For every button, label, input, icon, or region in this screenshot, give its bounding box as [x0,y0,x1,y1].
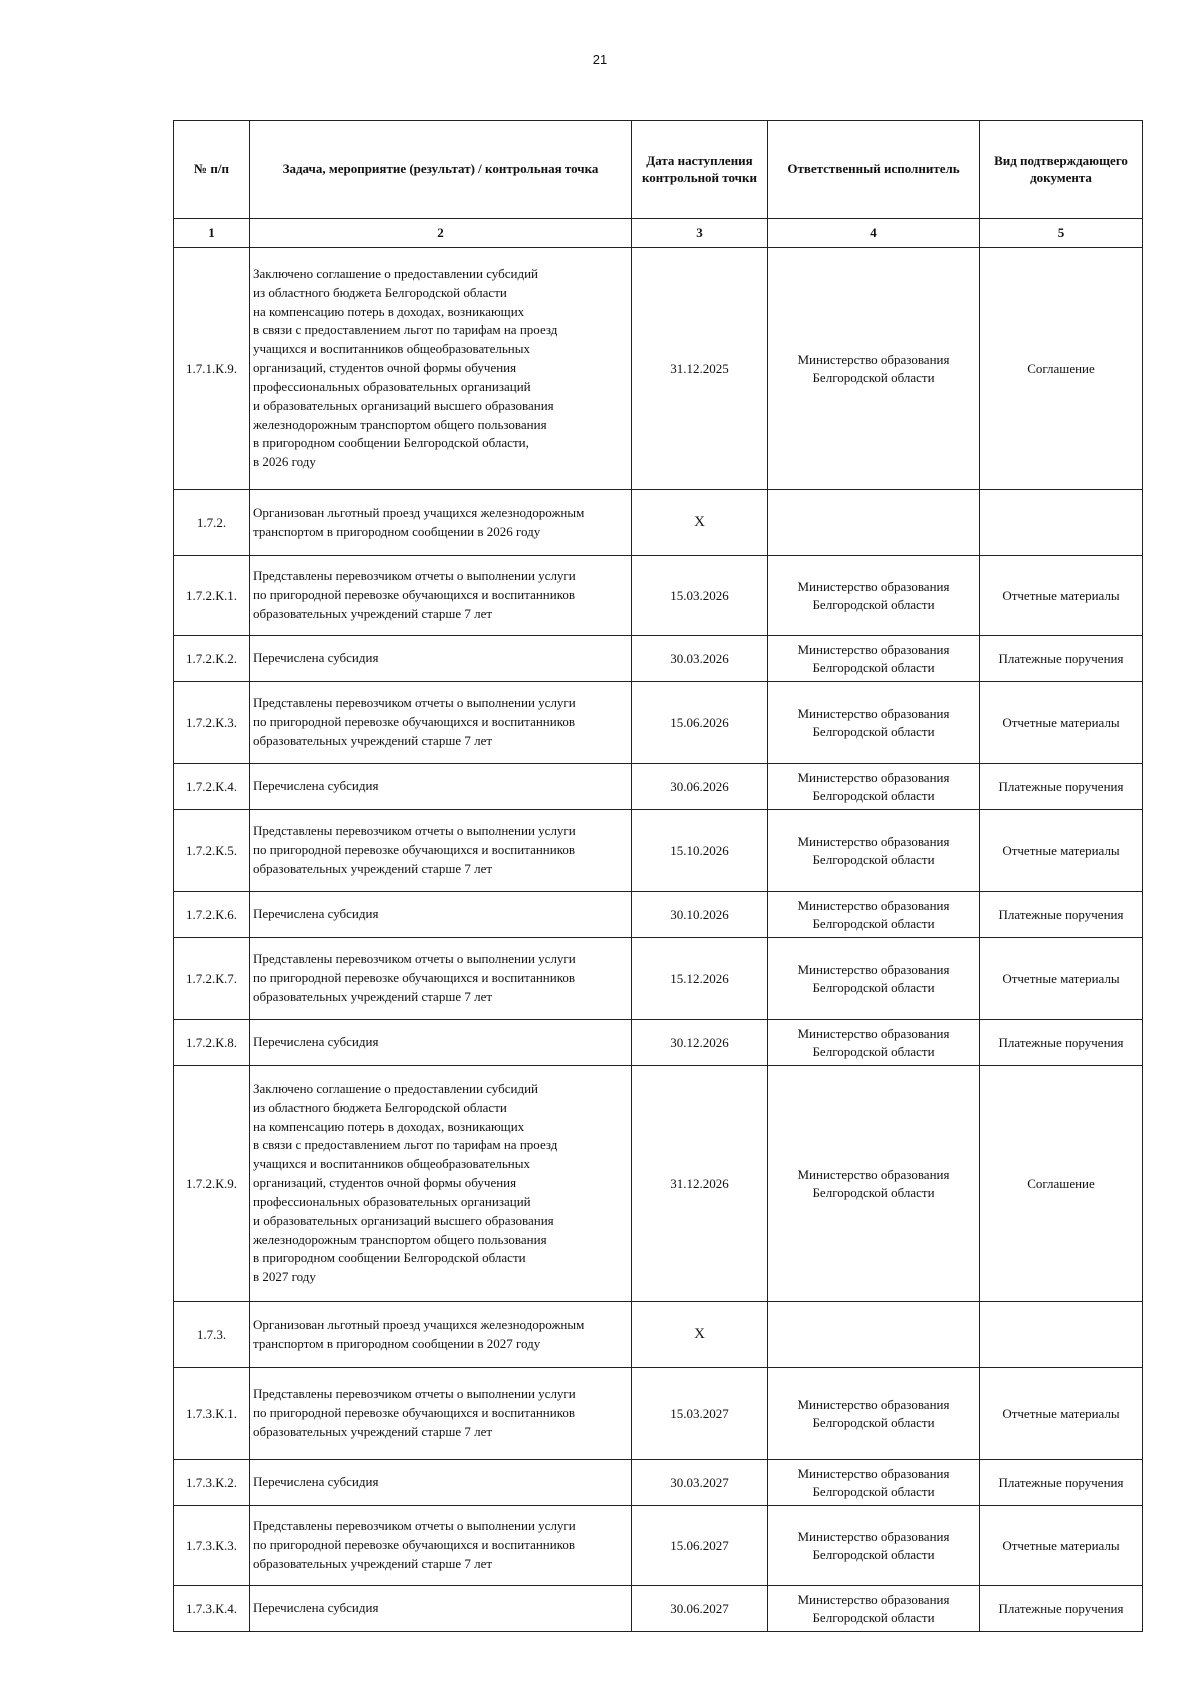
table-row [174,556,1143,636]
row-date: 31.12.2026 [632,1066,768,1302]
table-row [174,1460,1143,1506]
column-number-row [174,219,1143,248]
row-responsible: Министерство образования Белгородской области [768,1020,980,1066]
row-task: Представлены перевозчиком отчеты о выполнении услуги по пригородной перевозке обучающихся и воспитанников образовательных учреждений старше 7 лет [250,810,632,892]
table-row [174,892,1143,938]
row-date: 15.03.2026 [632,556,768,636]
table-row [174,1066,1143,1302]
row-responsible: Министерство образования Белгородской области [768,1586,980,1632]
row-responsible: Министерство образования Белгородской области [768,764,980,810]
row-number: 1.7.2.К.8. [174,1020,250,1066]
row-document: Платежные поручения [980,892,1143,938]
row-task: Организован льготный проезд учащихся железнодорожным транспортом в пригородном сообщении в 2026 году [250,490,632,556]
column-number: 2 [250,219,632,248]
row-number: 1.7.2.К.1. [174,556,250,636]
row-date: 30.06.2027 [632,1586,768,1632]
row-date: X [632,490,768,556]
row-date: 31.12.2025 [632,248,768,490]
table-row [174,810,1143,892]
row-task: Перечислена субсидия [250,1586,632,1632]
row-date: 15.06.2026 [632,682,768,764]
row-date: 30.03.2027 [632,1460,768,1506]
row-document: Отчетные материалы [980,1506,1143,1586]
table-row [174,248,1143,490]
row-task: Перечислена субсидия [250,892,632,938]
row-task: Представлены перевозчиком отчеты о выполнении услуги по пригородной перевозке обучающихся и воспитанников образовательных учреждений старше 7 лет [250,556,632,636]
row-task: Заключено соглашение о предоставлении субсидий из областного бюджета Белгородской области на компенсацию потерь в доходах, возникающих в связи с предоставлением льгот по тарифам на проезд учащихся и воспитанников общеобразовательных организаций, студентов очной формы обучения профессиональных образовательных организаций и образовательных организаций высшего образования железнодорожным транспортом общего пользования в пригородном сообщении Белгородской области, в 2026 году [250,248,632,490]
row-responsible: Министерство образования Белгородской области [768,810,980,892]
row-task: Организован льготный проезд учащихся железнодорожным транспортом в пригородном сообщении в 2027 году [250,1302,632,1368]
row-responsible: Министерство образования Белгородской области [768,682,980,764]
row-task: Перечислена субсидия [250,1020,632,1066]
row-responsible: Министерство образования Белгородской области [768,938,980,1020]
row-document: Отчетные материалы [980,682,1143,764]
row-document: Платежные поручения [980,1586,1143,1632]
table-row [174,682,1143,764]
row-task: Представлены перевозчиком отчеты о выполнении услуги по пригородной перевозке обучающихся и воспитанников образовательных учреждений старше 7 лет [250,1506,632,1586]
row-task: Представлены перевозчиком отчеты о выполнении услуги по пригородной перевозке обучающихся и воспитанников образовательных учреждений старше 7 лет [250,682,632,764]
header-task: Задача, мероприятие (результат) / контрольная точка [250,121,632,219]
row-number: 1.7.3.К.3. [174,1506,250,1586]
row-date: 15.12.2026 [632,938,768,1020]
row-date: 15.03.2027 [632,1368,768,1460]
row-document: Платежные поручения [980,1460,1143,1506]
row-document [980,1302,1143,1368]
row-responsible: Министерство образования Белгородской области [768,1506,980,1586]
control-points-table [173,120,1143,1632]
row-task: Представлены перевозчиком отчеты о выполнении услуги по пригородной перевозке обучающихся и воспитанников образовательных учреждений старше 7 лет [250,938,632,1020]
column-number: 1 [174,219,250,248]
header-row [174,121,1143,219]
row-number: 1.7.2.К.2. [174,636,250,682]
row-number: 1.7.3.К.1. [174,1368,250,1460]
row-date: X [632,1302,768,1368]
row-number: 1.7.3.К.2. [174,1460,250,1506]
row-document: Отчетные материалы [980,810,1143,892]
table-row [174,938,1143,1020]
table-row [174,636,1143,682]
row-number: 1.7.3. [174,1302,250,1368]
row-document: Платежные поручения [980,636,1143,682]
row-number: 1.7.3.К.4. [174,1586,250,1632]
header-num: № п/п [174,121,250,219]
column-number: 4 [768,219,980,248]
row-document [980,490,1143,556]
column-number: 3 [632,219,768,248]
row-number: 1.7.2.К.5. [174,810,250,892]
table-row [174,1368,1143,1460]
column-number: 5 [980,219,1143,248]
table-row [174,1302,1143,1368]
row-document: Отчетные материалы [980,938,1143,1020]
header-date: Дата наступления контрольной точки [632,121,768,219]
row-date: 15.06.2027 [632,1506,768,1586]
table-row [174,490,1143,556]
row-task: Перечислена субсидия [250,1460,632,1506]
table-row [174,764,1143,810]
row-document: Платежные поручения [980,1020,1143,1066]
row-responsible: Министерство образования Белгородской области [768,892,980,938]
row-task: Перечислена субсидия [250,636,632,682]
row-date: 30.03.2026 [632,636,768,682]
row-date: 30.06.2026 [632,764,768,810]
row-number: 1.7.2. [174,490,250,556]
table-row [174,1020,1143,1066]
row-number: 1.7.2.К.4. [174,764,250,810]
row-responsible: Министерство образования Белгородской области [768,636,980,682]
row-responsible: Министерство образования Белгородской области [768,248,980,490]
row-document: Отчетные материалы [980,556,1143,636]
row-task: Перечислена субсидия [250,764,632,810]
row-document: Платежные поручения [980,764,1143,810]
row-number: 1.7.2.К.3. [174,682,250,764]
table-row [174,1586,1143,1632]
row-task: Представлены перевозчиком отчеты о выполнении услуги по пригородной перевозке обучающихся и воспитанников образовательных учреждений старше 7 лет [250,1368,632,1460]
row-number: 1.7.2.К.6. [174,892,250,938]
row-number: 1.7.2.К.7. [174,938,250,1020]
row-document: Отчетные материалы [980,1368,1143,1460]
row-date: 30.10.2026 [632,892,768,938]
row-date: 30.12.2026 [632,1020,768,1066]
row-number: 1.7.2.К.9. [174,1066,250,1302]
header-document: Вид подтверждающего документа [980,121,1143,219]
page-number: 21 [592,52,608,67]
row-responsible [768,1302,980,1368]
row-responsible [768,490,980,556]
row-number: 1.7.1.К.9. [174,248,250,490]
row-responsible: Министерство образования Белгородской области [768,1460,980,1506]
row-responsible: Министерство образования Белгородской области [768,1368,980,1460]
row-responsible: Министерство образования Белгородской области [768,1066,980,1302]
row-task: Заключено соглашение о предоставлении субсидий из областного бюджета Белгородской области на компенсацию потерь в доходах, возникающих в связи с предоставлением льгот по тарифам на проезд учащихся и воспитанников общеобразовательных организаций, студентов очной формы обучения профессиональных образовательных организаций и образовательных организаций высшего образования железнодорожным транспортом общего пользования в пригородном сообщении Белгородской области в 2027 году [250,1066,632,1302]
row-date: 15.10.2026 [632,810,768,892]
row-document: Соглашение [980,1066,1143,1302]
row-document: Соглашение [980,248,1143,490]
header-responsible: Ответственный исполнитель [768,121,980,219]
row-responsible: Министерство образования Белгородской области [768,556,980,636]
table-row [174,1506,1143,1586]
